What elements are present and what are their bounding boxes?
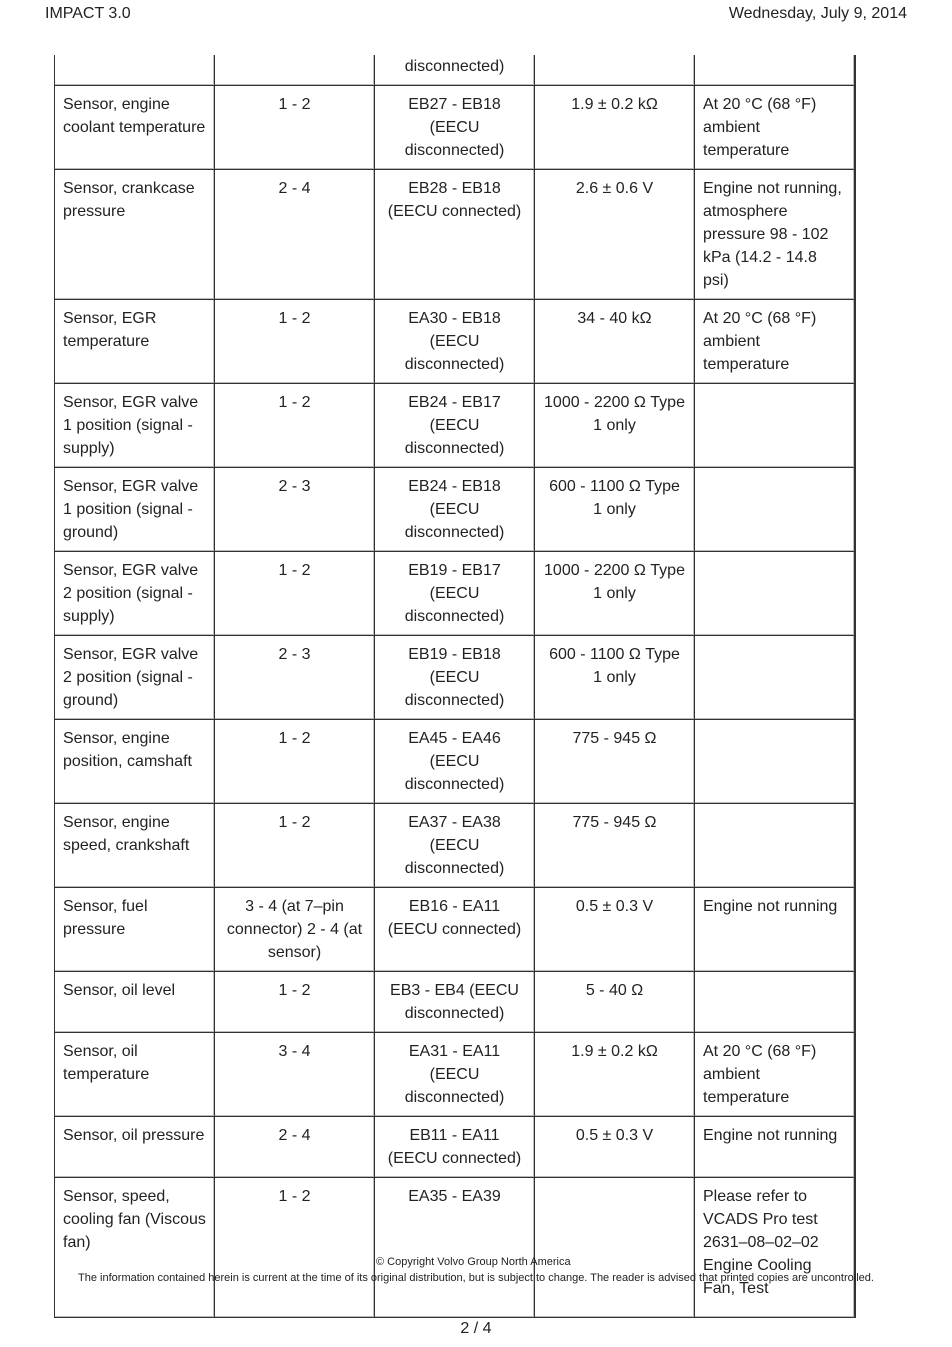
- pins-cell: [214, 55, 374, 86]
- measure-point-cell: EB19 - EB17 (EECU disconnected): [374, 552, 534, 636]
- pins-cell: 2 - 4: [214, 170, 374, 300]
- pins-cell: 3 - 4: [214, 1033, 374, 1117]
- condition-cell: Engine not running: [694, 1117, 856, 1178]
- condition-cell: Engine not running, atmosphere pressure 98 - 102 kPa (14.2 - 14.8 psi): [694, 170, 856, 300]
- pins-cell: 2 - 4: [214, 1117, 374, 1178]
- table-row: [54, 1117, 856, 1178]
- table-row: [54, 552, 856, 636]
- component-cell: Sensor, EGR temperature: [54, 300, 214, 384]
- component-cell: Sensor, engine coolant temperature: [54, 86, 214, 170]
- component-cell: Sensor, engine speed, crankshaft: [54, 804, 214, 888]
- measure-point-cell: EA30 - EB18 (EECU disconnected): [374, 300, 534, 384]
- table-row: [54, 300, 856, 384]
- condition-cell: At 20 °C (68 °F) ambient temperature: [694, 1033, 856, 1117]
- value-cell: 775 - 945 Ω: [534, 804, 694, 888]
- component-cell: Sensor, EGR valve 1 position (signal - supply): [54, 384, 214, 468]
- measure-point-cell: EA35 - EA39: [374, 1178, 534, 1318]
- condition-cell: Engine not running: [694, 888, 856, 972]
- pins-cell: 2 - 3: [214, 636, 374, 720]
- value-cell: [534, 1178, 694, 1318]
- component-cell: Sensor, fuel pressure: [54, 888, 214, 972]
- disclaimer: The information contained herein is current at the time of its original distribution, but is subject to change. The reader is advised that printed copies are uncontrolled.: [78, 1272, 874, 1284]
- table-row: [54, 1178, 856, 1318]
- pins-cell: 1 - 2: [214, 86, 374, 170]
- measure-point-cell: EA37 - EA38 (EECU disconnected): [374, 804, 534, 888]
- condition-cell: At 20 °C (68 °F) ambient temperature: [694, 86, 856, 170]
- pins-cell: 1 - 2: [214, 1178, 374, 1318]
- measure-point-cell: disconnected): [374, 55, 534, 86]
- table-row: [54, 170, 856, 300]
- condition-cell: [694, 804, 856, 888]
- value-cell: [534, 55, 694, 86]
- component-cell: Sensor, speed, cooling fan (Viscous fan): [54, 1178, 214, 1318]
- condition-cell: [694, 720, 856, 804]
- table-row: [54, 86, 856, 170]
- value-cell: 1.9 ± 0.2 kΩ: [534, 1033, 694, 1117]
- measure-point-cell: EB16 - EA11 (EECU connected): [374, 888, 534, 972]
- table-row: [54, 1033, 856, 1117]
- measure-point-cell: EB24 - EB18 (EECU disconnected): [374, 468, 534, 552]
- condition-cell: [694, 636, 856, 720]
- app-title: IMPACT 3.0: [45, 5, 131, 22]
- value-cell: 600 - 1100 Ω Type 1 only: [534, 468, 694, 552]
- pins-cell: 1 - 2: [214, 384, 374, 468]
- copyright: © Copyright Volvo Group North America: [376, 1256, 571, 1268]
- measure-point-cell: EA31 - EA11 (EECU disconnected): [374, 1033, 534, 1117]
- table-row: [54, 468, 856, 552]
- value-cell: 0.5 ± 0.3 V: [534, 1117, 694, 1178]
- component-cell: Sensor, oil level: [54, 972, 214, 1033]
- pins-cell: 2 - 3: [214, 468, 374, 552]
- spec-table-body: [54, 55, 856, 1318]
- component-cell: Sensor, EGR valve 2 position (signal - ground): [54, 636, 214, 720]
- measure-point-cell: EB28 - EB18 (EECU connected): [374, 170, 534, 300]
- table-row: [54, 888, 856, 972]
- page-number: 2 / 4: [460, 1320, 492, 1337]
- value-cell: 1000 - 2200 Ω Type 1 only: [534, 384, 694, 468]
- table-row: [54, 720, 856, 804]
- measure-point-cell: EB19 - EB18 (EECU disconnected): [374, 636, 534, 720]
- condition-cell: [694, 55, 856, 86]
- condition-cell: Please refer to VCADS Pro test 2631–08–02–02 Engine Cooling Fan, Test: [694, 1178, 856, 1318]
- condition-cell: [694, 972, 856, 1033]
- table-row: [54, 55, 856, 86]
- pins-cell: 1 - 2: [214, 720, 374, 804]
- component-cell: Sensor, crankcase pressure: [54, 170, 214, 300]
- print-date: Wednesday, July 9, 2014: [728, 5, 907, 22]
- value-cell: 1.9 ± 0.2 kΩ: [534, 86, 694, 170]
- component-cell: Sensor, oil temperature: [54, 1033, 214, 1117]
- pins-cell: 3 - 4 (at 7–pin connector) 2 - 4 (at sensor): [214, 888, 374, 972]
- measure-point-cell: EB24 - EB17 (EECU disconnected): [374, 384, 534, 468]
- table-row: [54, 636, 856, 720]
- condition-cell: [694, 468, 856, 552]
- component-cell: [54, 55, 214, 86]
- value-cell: 775 - 945 Ω: [534, 720, 694, 804]
- condition-cell: [694, 552, 856, 636]
- component-cell: Sensor, EGR valve 1 position (signal - ground): [54, 468, 214, 552]
- condition-cell: At 20 °C (68 °F) ambient temperature: [694, 300, 856, 384]
- table-row: [54, 804, 856, 888]
- value-cell: 0.5 ± 0.3 V: [534, 888, 694, 972]
- value-cell: 1000 - 2200 Ω Type 1 only: [534, 552, 694, 636]
- pins-cell: 1 - 2: [214, 552, 374, 636]
- measure-point-cell: EB11 - EA11 (EECU connected): [374, 1117, 534, 1178]
- component-cell: Sensor, EGR valve 2 position (signal - supply): [54, 552, 214, 636]
- pins-cell: 1 - 2: [214, 972, 374, 1033]
- table-row: [54, 384, 856, 468]
- pins-cell: 1 - 2: [214, 300, 374, 384]
- measure-point-cell: EB3 - EB4 (EECU disconnected): [374, 972, 534, 1033]
- pins-cell: 1 - 2: [214, 804, 374, 888]
- table-row: [54, 972, 856, 1033]
- component-cell: Sensor, engine position, camshaft: [54, 720, 214, 804]
- component-cell: Sensor, oil pressure: [54, 1117, 214, 1178]
- value-cell: 5 - 40 Ω: [534, 972, 694, 1033]
- measure-point-cell: EA45 - EA46 (EECU disconnected): [374, 720, 534, 804]
- value-cell: 34 - 40 kΩ: [534, 300, 694, 384]
- measure-point-cell: EB27 - EB18 (EECU disconnected): [374, 86, 534, 170]
- spec-table: [54, 55, 856, 1318]
- value-cell: 2.6 ± 0.6 V: [534, 170, 694, 300]
- condition-cell: [694, 384, 856, 468]
- value-cell: 600 - 1100 Ω Type 1 only: [534, 636, 694, 720]
